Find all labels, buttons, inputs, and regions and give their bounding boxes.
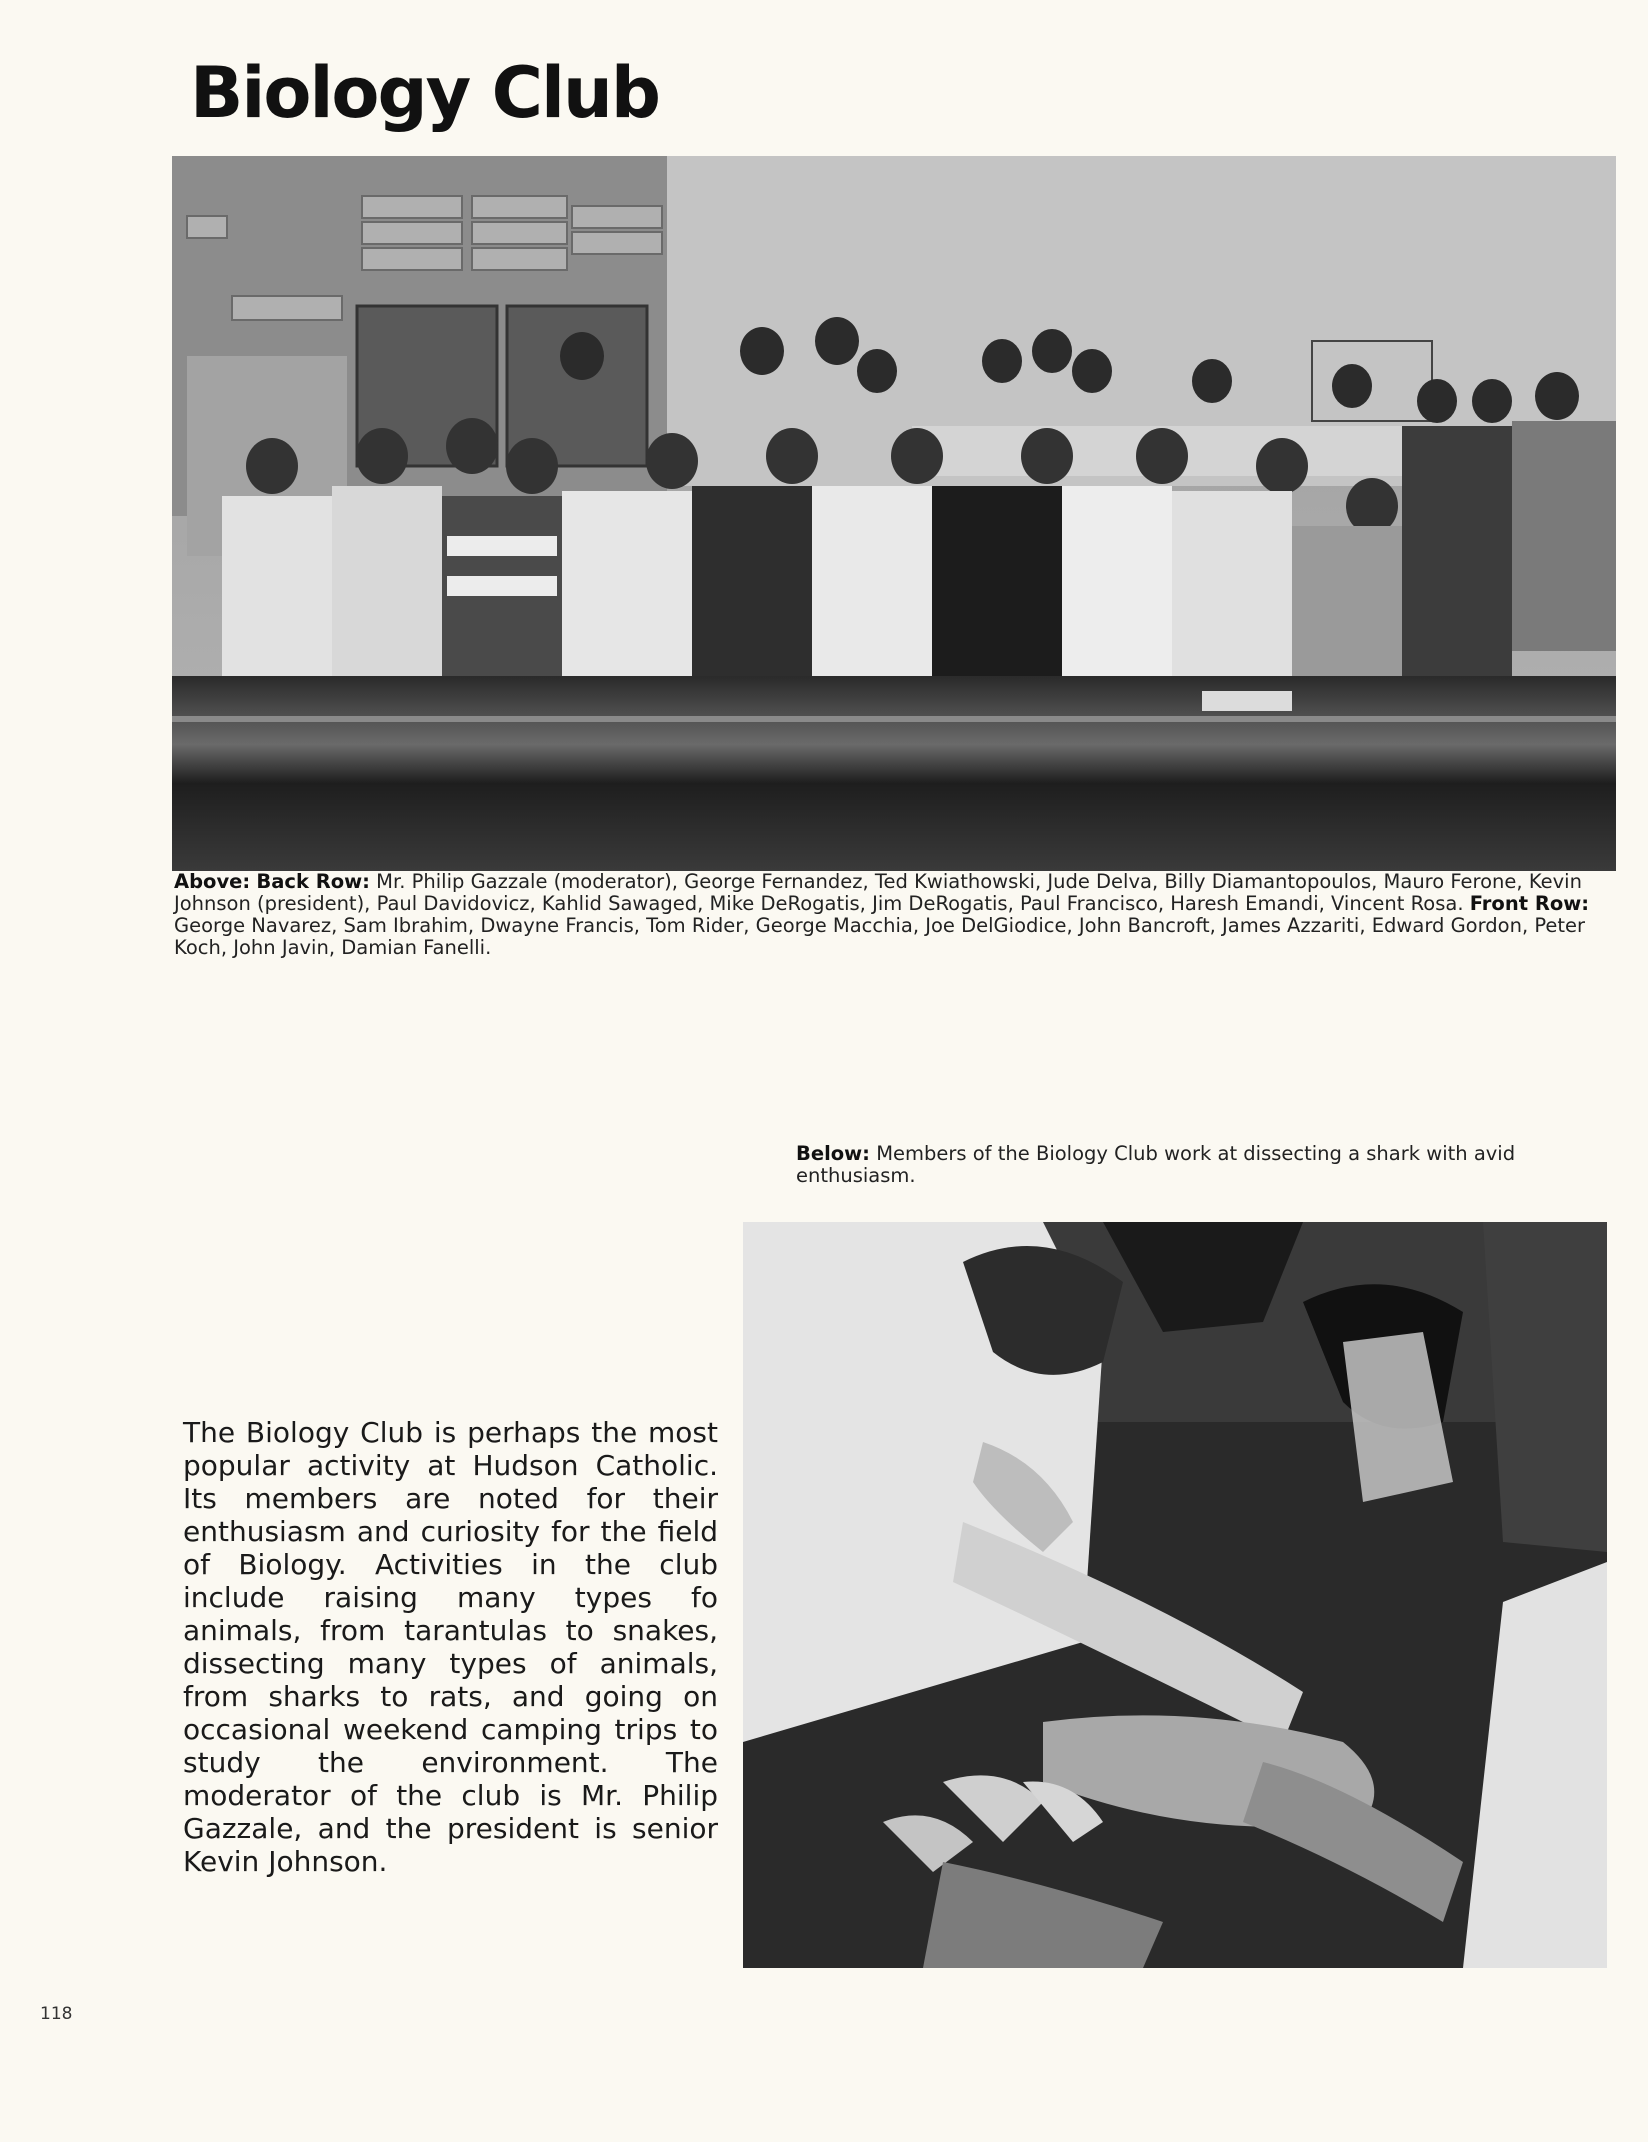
caption-back-row-names: Mr. Philip Gazzale (moderator), George Fernandez, Ted Kwiathowski, Jude Delva, Billy Diamantopoulos, Mauro Ferone, Kevin Johnson (president), Paul Davidovicz, Kahlid Sawaged, Mike DeRogatis, Jim DeRogatis, Paul Francisco, Haresh Emandi, Vincent Rosa. xyxy=(174,870,1582,915)
group-photo-caption xyxy=(174,871,1614,959)
caption-below-text: Members of the Biology Club work at dissecting a shark with avid enthusiasm. xyxy=(796,1142,1516,1187)
page-title: Biology Club xyxy=(190,52,659,134)
article-body: The Biology Club is perhaps the most popular activity at Hudson Catholic. Its members are noted for their enthusiasm and curiosity for the field of Biology. Activities in the club include raising many types fo animals, from tarantulas to snakes, dissecting many types of animals, from sharks to rats, and going on occasional weekend camping trips to study the environment. The moderator of the club is Mr. Philip Gazzale, and the president is senior Kevin Johnson. xyxy=(183,1416,718,1878)
caption-below-label: Below: xyxy=(796,1142,870,1165)
shark-dissection-photo xyxy=(743,1222,1607,1968)
page-number: 118 xyxy=(40,2004,73,2024)
caption-back-row-label: Back Row: xyxy=(256,870,370,893)
shark-photo-caption xyxy=(796,1143,1596,1187)
caption-front-row-label: Front Row: xyxy=(1469,892,1590,915)
caption-front-row-names: George Navarez, Sam Ibrahim, Dwayne Francis, Tom Rider, George Macchia, Joe DelGiodice, John Bancroft, James Azzariti, Edward Gordon, Peter Koch, John Javin, Damian Fanelli. xyxy=(174,914,1586,959)
caption-above-label: Above: xyxy=(174,870,251,893)
group-photo xyxy=(172,156,1616,871)
